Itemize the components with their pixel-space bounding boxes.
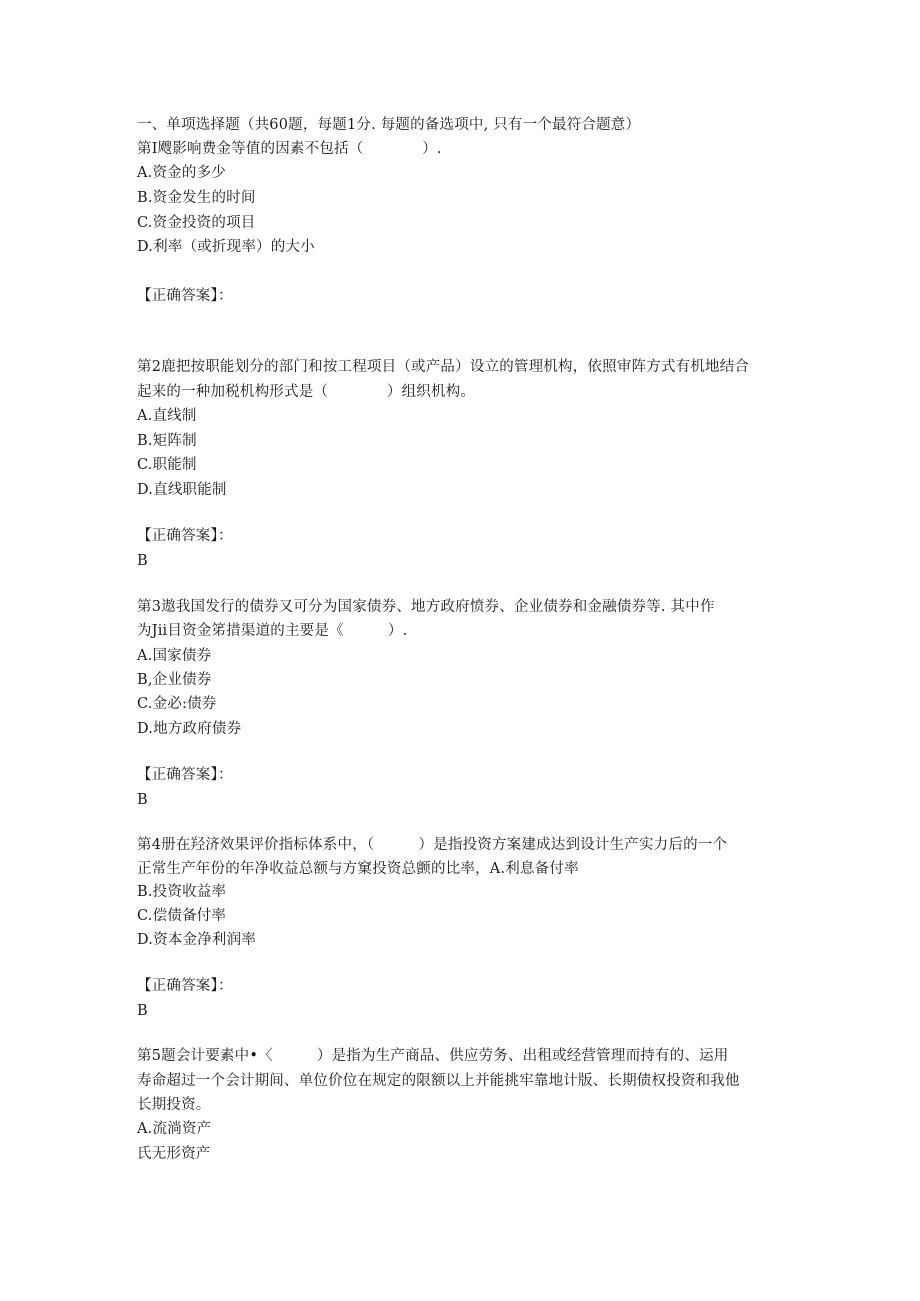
question-2-answer: B (137, 553, 148, 569)
question-5-stem-line-2: 寿命超过一个会计期间、单位价位在规定的限额以上并能挑牢靠地计版、长期债权投资和我他 (137, 1073, 740, 1089)
question-2-option-d: D.直线职能制 (137, 482, 227, 498)
question-4-option-d: D.资本金净利润率 (137, 932, 257, 948)
question-3-stem-line-1: 第3遨我国发行的债券又可分为国家债券、地方政府愤券、企业债券和金融债券等. 其中作 (137, 599, 715, 615)
section-header: 一、单项选择题（共60题，每题1分. 每题的备选项中, 只有一个最符合题意） (137, 117, 641, 133)
question-4-answer: B (137, 1003, 148, 1019)
question-2-option-a: A.直线制 (137, 408, 197, 424)
question-3-option-b: B,企业债券 (137, 672, 212, 688)
question-5-stem-line-1: 第5题会计要素中•〈 ）是指为生产商品、供应劳务、出租或经营管理而持有的、运用 (137, 1048, 729, 1064)
question-2-option-c: C.职能制 (137, 457, 197, 473)
question-3-answer-label: 【正确答案】： (137, 767, 233, 783)
question-1-stem: 第I飕影响费金等值的因素不包括（ ）. (137, 141, 442, 157)
question-5-stem-line-3: 长期投资。 (137, 1097, 211, 1113)
question-3-answer: B (137, 792, 148, 808)
question-2-stem-line-1: 第2鹿把按职能划分的部门和按工程项目（或产品）设立的管理机构，依照审阵方式有机地结合 (137, 359, 750, 375)
question-2-stem-line-2: 起来的一种加税机构形式是（ ）组织机构。 (137, 384, 476, 400)
question-1-option-c: C.资金投资的项目 (137, 215, 256, 231)
question-1-option-a: A.资金的多少 (137, 165, 226, 181)
question-4-option-c: C.偿债备付率 (137, 908, 227, 924)
question-3-option-d: D.地方政府债券 (137, 721, 242, 737)
question-1-option-d: D.利率（或折现率）的大小 (137, 239, 315, 255)
question-3-stem-line-2: 为Jii目资金笫措渠道的主要是《 ）. (137, 623, 408, 639)
question-4-answer-label: 【正确答案】： (137, 978, 233, 994)
question-1-option-b: B.资金发生的时间 (137, 190, 256, 206)
question-3-option-c: C.金必:债券 (137, 696, 217, 712)
question-3-option-a: A.国家债券 (137, 648, 212, 664)
question-4-option-b: B.投资收益率 (137, 884, 227, 900)
question-2-option-b: B.矩阵制 (137, 433, 197, 449)
question-2-answer-label: 【正确答案】： (137, 528, 233, 544)
question-4-stem-line-1: 第4册在羟济效果评价指标体系中，（ ）是指投资方案建成达到设计生产实力后的一个 (137, 837, 728, 853)
question-5-option-a: A.流淌资产 (137, 1121, 212, 1137)
question-1-answer-label: 【正确答案】： (137, 288, 233, 304)
question-4-stem-line-2: 正常生产年份的年净收益总额与方窠投资总颤的比率，A.利息备付率 (137, 861, 579, 877)
question-5-option-b: 氏无形资产 (137, 1146, 211, 1162)
